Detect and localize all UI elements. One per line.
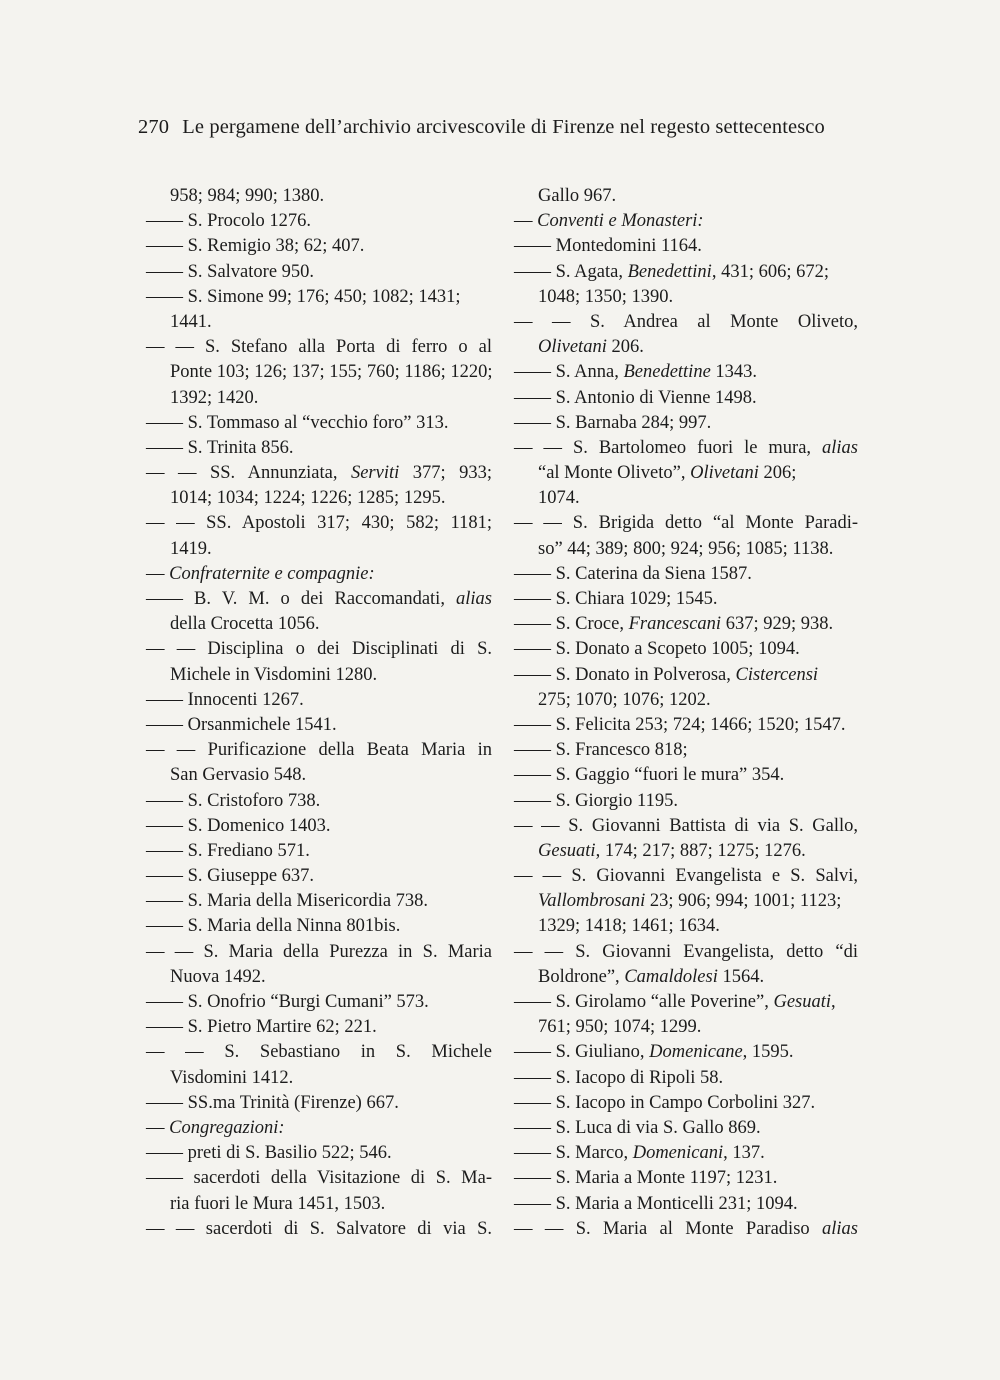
index-entry-line bbox=[514, 1217, 858, 1242]
index-entry-italic-text: Gesuati bbox=[773, 992, 832, 1012]
index-entry-line bbox=[146, 738, 492, 763]
index-entry-line bbox=[514, 990, 858, 1015]
index-entry-line bbox=[514, 663, 858, 688]
page-number: 270 bbox=[138, 116, 170, 138]
index-entry-text: 958; 984; 990; 1380. bbox=[170, 186, 325, 206]
index-entry-line bbox=[514, 839, 858, 864]
index-entry-line bbox=[514, 209, 858, 234]
index-entry-line bbox=[146, 184, 492, 209]
index-entry-text: — — sacerdoti di S. Salvatore di via S. bbox=[146, 1218, 492, 1239]
index-entry-text: Ponte 103; 126; 137; 155; 760; 1186; 1220; bbox=[170, 362, 493, 383]
index-entry-text: — — Disciplina o dei Disciplinati di S. bbox=[146, 639, 492, 660]
index-entry-line bbox=[514, 612, 858, 637]
index-entry-text: — bbox=[146, 1117, 170, 1138]
index-entry-text: , 1595. bbox=[742, 1042, 794, 1063]
index-entry-text: — — SS. Apostoli 317; 430; 582; 1181; bbox=[146, 513, 492, 534]
index-entry-text: 23; 906; 994; 1001; 1123; bbox=[645, 891, 842, 912]
index-entry-text: —— S. Croce, bbox=[514, 614, 629, 635]
index-entry-text: —— S. Iacopo di Ripoli 58. bbox=[514, 1067, 724, 1088]
index-entry-text: 1441. bbox=[170, 311, 212, 332]
index-entry-text: —— S. Gaggio “fuori le mura” 354. bbox=[514, 765, 785, 786]
index-entry-line bbox=[146, 1217, 492, 1242]
index-entry-line bbox=[514, 285, 858, 310]
index-entry-line bbox=[514, 1040, 858, 1065]
running-title: Le pergamene dell’archivio arcivescovile di Firenze nel regesto settecentesco bbox=[182, 116, 825, 138]
index-entry-text: — — S. Giovanni Battista di via S. Gallo, bbox=[514, 815, 858, 836]
index-entry-line bbox=[146, 1040, 492, 1065]
index-column-right bbox=[514, 184, 858, 1242]
index-entry-line bbox=[146, 310, 492, 335]
index-entry-text: San Gervasio 548. bbox=[170, 765, 307, 786]
index-entry-text: —— S. Pietro Martire 62; 221. bbox=[146, 1017, 377, 1038]
index-entry-italic-text: Benedettini bbox=[627, 261, 712, 282]
index-entry-line bbox=[514, 1166, 858, 1191]
index-entry-line bbox=[146, 562, 492, 587]
index-entry-text: —— Orsanmichele 1541. bbox=[146, 714, 337, 735]
index-entry-line bbox=[514, 1192, 858, 1217]
index-entry-text: — — S. Maria al Monte Paradiso bbox=[514, 1218, 823, 1239]
index-entry-line bbox=[514, 486, 858, 511]
index-entry-text: —— S. Barnaba 284; 997. bbox=[514, 412, 712, 433]
index-entry-italic-text: Francescani bbox=[628, 614, 722, 635]
index-entry-text: —— S. Donato in Polverosa, bbox=[514, 664, 736, 685]
index-entry-italic-text: Serviti bbox=[350, 463, 400, 484]
index-entry-text: 1564. bbox=[717, 966, 765, 987]
index-entry-italic-text: alias bbox=[456, 589, 492, 609]
index-entry-line bbox=[146, 436, 492, 461]
index-entry-line bbox=[514, 1015, 858, 1040]
index-entry-text: —— S. Maria della Misericordia 738. bbox=[146, 891, 429, 912]
index-entry-text: 1419. bbox=[170, 538, 212, 559]
index-entry-text: —— Montedomini 1164. bbox=[514, 236, 702, 257]
index-entry-text: Gallo 967. bbox=[538, 186, 617, 206]
index-entry-text: —— S. Frediano 571. bbox=[146, 840, 310, 861]
index-entry-line bbox=[514, 184, 858, 209]
index-entry-line bbox=[514, 1066, 858, 1091]
index-entry-text: —— S. Onofrio “Burgi Cumani” 573. bbox=[146, 992, 429, 1012]
index-entry-text: —— S. Maria della Ninna 801bis. bbox=[146, 916, 401, 937]
index-entry-italic-text: Domenicani bbox=[632, 1143, 724, 1164]
index-entry-text: —— S. Domenico 1403. bbox=[146, 815, 331, 836]
index-entry-text: —— S. Francesco 818; bbox=[514, 740, 688, 761]
index-entry-text: — — S. Stefano alla Porta di ferro o al bbox=[146, 337, 492, 358]
index-entry-line bbox=[146, 940, 492, 965]
index-entry-text: 206; bbox=[758, 463, 797, 484]
index-entry-text: —— Innocenti 1267. bbox=[146, 689, 304, 710]
index-entry-line bbox=[146, 990, 492, 1015]
index-entry-text: —— S. Agata, bbox=[514, 261, 628, 282]
index-entry-text: della Crocetta 1056. bbox=[170, 614, 320, 635]
index-entry-text: —— S. Girolamo “alle Poverine”, bbox=[514, 992, 774, 1012]
index-entry-line bbox=[146, 763, 492, 788]
index-entry-text: —— sacerdoti della Visitazione di S. Ma- bbox=[146, 1168, 492, 1189]
index-entry-text: — — S. Bartolomeo fuori le mura, bbox=[514, 437, 823, 458]
index-entry-text: —— S. Cristoforo 738. bbox=[146, 790, 321, 811]
index-entry-line bbox=[146, 864, 492, 889]
index-entry-text: —— S. Trinita 856. bbox=[146, 437, 294, 458]
index-entry-text: 1074. bbox=[538, 488, 580, 509]
index-entry-text: 637; 929; 938. bbox=[721, 614, 834, 635]
index-entry-text: —— S. Tommaso al “vecchio foro” 313. bbox=[146, 412, 449, 433]
running-header bbox=[138, 116, 825, 139]
index-entry-text: —— S. Giorgio 1195. bbox=[514, 790, 678, 811]
index-entry-text: Michele in Visdomini 1280. bbox=[170, 664, 378, 685]
index-entry-text: “al Monte Oliveto”, bbox=[538, 463, 691, 484]
index-entry-text: 206. bbox=[606, 337, 644, 358]
index-entry-line bbox=[514, 411, 858, 436]
index-entry-line bbox=[146, 587, 492, 612]
index-entry-line bbox=[146, 461, 492, 486]
index-entry-line bbox=[514, 965, 858, 990]
index-entry-italic-text: alias bbox=[822, 1218, 858, 1239]
index-entry-line bbox=[146, 789, 492, 814]
index-entry-line bbox=[514, 461, 858, 486]
index-entry-text: —— B. V. M. o dei Raccomandati, bbox=[146, 589, 457, 609]
index-entry-line bbox=[146, 386, 492, 411]
index-entry-text: — — SS. Annunziata, bbox=[146, 463, 351, 484]
index-entry-text: —— preti di S. Basilio 522; 546. bbox=[146, 1143, 392, 1164]
index-entry-line bbox=[514, 688, 858, 713]
index-entry-line bbox=[146, 1141, 492, 1166]
index-entry-italic-text: Cistercensi bbox=[735, 664, 819, 685]
index-entry-text: ria fuori le Mura 1451, 1503. bbox=[170, 1193, 386, 1214]
index-entry-line bbox=[146, 889, 492, 914]
index-entry-line bbox=[514, 360, 858, 385]
index-entry-line bbox=[514, 713, 858, 738]
index-entry-text: —— S. Maria a Monticelli 231; 1094. bbox=[514, 1193, 798, 1214]
index-entry-text: , bbox=[831, 992, 836, 1012]
index-entry-text: —— S. Giuliano, bbox=[514, 1042, 650, 1063]
index-entry-text: —— S. Anna, bbox=[514, 362, 624, 383]
index-entry-text: —— S. Marco, bbox=[514, 1143, 633, 1164]
index-entry-line bbox=[514, 310, 858, 335]
index-entry-text: —— S. Giuseppe 637. bbox=[146, 866, 315, 887]
index-entry-line bbox=[146, 537, 492, 562]
index-entry-line bbox=[146, 360, 492, 385]
index-entry-line bbox=[514, 940, 858, 965]
index-entry-line bbox=[514, 537, 858, 562]
index-entry-text: 275; 1070; 1076; 1202. bbox=[538, 689, 711, 710]
index-entry-text: —— S. Donato a Scopeto 1005; 1094. bbox=[514, 639, 800, 660]
index-entry-italic-text: Congregazioni: bbox=[169, 1117, 285, 1138]
index-entry-text: —— S. Chiara 1029; 1545. bbox=[514, 589, 718, 609]
index-entry-line bbox=[514, 587, 858, 612]
index-entry-italic-text: alias bbox=[822, 437, 858, 458]
index-entry-text: —— SS.ma Trinità (Firenze) 667. bbox=[146, 1092, 399, 1113]
index-entry-italic-text: Gesuati bbox=[538, 840, 596, 861]
index-entry-line bbox=[514, 511, 858, 536]
index-entry-line bbox=[146, 612, 492, 637]
index-entry-text: —— S. Caterina da Siena 1587. bbox=[514, 563, 752, 584]
index-entry-text: — — S. Giovanni Evangelista, detto “di bbox=[514, 941, 858, 962]
index-entry-line bbox=[514, 1091, 858, 1116]
index-entry-line bbox=[514, 234, 858, 259]
index-entry-text: —— S. Antonio di Vienne 1498. bbox=[514, 387, 757, 408]
index-entry-text: — — Purificazione della Beata Maria in bbox=[146, 740, 492, 761]
index-entry-text: —— S. Maria a Monte 1197; 1231. bbox=[514, 1168, 778, 1189]
index-entry-line bbox=[146, 234, 492, 259]
index-entry-text: —— S. Remigio 38; 62; 407. bbox=[146, 236, 365, 257]
index-entry-line bbox=[514, 864, 858, 889]
index-entry-line bbox=[146, 713, 492, 738]
index-entry-text: Visdomini 1412. bbox=[170, 1067, 294, 1088]
index-entry-text: 761; 950; 1074; 1299. bbox=[538, 1017, 702, 1038]
index-entry-text: — bbox=[514, 211, 538, 232]
index-entry-line bbox=[146, 663, 492, 688]
index-entry-line bbox=[146, 1066, 492, 1091]
index-entry-line bbox=[514, 914, 858, 939]
index-entry-text: —— S. Iacopo in Campo Corbolini 327. bbox=[514, 1092, 816, 1113]
index-entry-text: , 431; 606; 672; bbox=[711, 261, 829, 282]
index-entry-italic-text: Conventi e Monasteri: bbox=[537, 211, 704, 232]
index-entry-line bbox=[514, 1116, 858, 1141]
index-entry-line bbox=[514, 814, 858, 839]
index-entry-text: — bbox=[146, 563, 170, 584]
index-entry-line bbox=[146, 285, 492, 310]
index-entry-line bbox=[146, 637, 492, 662]
index-entry-line bbox=[514, 562, 858, 587]
index-entry-line bbox=[146, 411, 492, 436]
index-entry-italic-text: Domenicane bbox=[649, 1042, 743, 1063]
index-entry-text: —— S. Procolo 1276. bbox=[146, 211, 311, 232]
index-entry-line bbox=[146, 1015, 492, 1040]
index-entry-line bbox=[514, 738, 858, 763]
index-entry-italic-text: Olivetani bbox=[690, 463, 759, 484]
index-entry-text: — — S. Giovanni Evangelista e S. Salvi, bbox=[514, 866, 858, 887]
index-entry-line bbox=[514, 789, 858, 814]
index-entry-text: 1343. bbox=[710, 362, 758, 383]
index-entry-line bbox=[146, 965, 492, 990]
index-entry-line bbox=[146, 511, 492, 536]
index-entry-line bbox=[146, 486, 492, 511]
index-entry-text: —— S. Luca di via S. Gallo 869. bbox=[514, 1117, 761, 1138]
index-entry-text: , 137. bbox=[723, 1143, 765, 1164]
index-entry-text: Nuova 1492. bbox=[170, 966, 266, 987]
index-entry-line bbox=[514, 335, 858, 360]
index-entry-line bbox=[146, 260, 492, 285]
index-column-left bbox=[146, 184, 492, 1242]
index-entry-text: Boldrone”, bbox=[538, 966, 625, 987]
index-entry-line bbox=[146, 914, 492, 939]
index-entry-text: — — S. Andrea al Monte Oliveto, bbox=[514, 311, 858, 332]
index-entry-text: 377; 933; bbox=[399, 463, 492, 484]
index-entry-line bbox=[146, 1091, 492, 1116]
index-entry-line bbox=[146, 1116, 492, 1141]
index-entry-line bbox=[514, 386, 858, 411]
index-entry-text: 1392; 1420. bbox=[170, 387, 259, 408]
index-entry-text: , 174; 217; 887; 1275; 1276. bbox=[595, 840, 806, 861]
index-entry-line bbox=[514, 1141, 858, 1166]
index-entry-line bbox=[514, 260, 858, 285]
index-entry-italic-text: Camaldolesi bbox=[624, 966, 718, 987]
index-entry-text: 1048; 1350; 1390. bbox=[538, 286, 674, 307]
index-entry-text: 1014; 1034; 1224; 1226; 1285; 1295. bbox=[170, 488, 446, 509]
index-entry-line bbox=[146, 1192, 492, 1217]
index-entry-text: 1329; 1418; 1461; 1634. bbox=[538, 916, 720, 937]
index-entry-line bbox=[146, 688, 492, 713]
index-entry-line bbox=[514, 763, 858, 788]
index-entry-text: — — S. Sebastiano in S. Michele bbox=[146, 1042, 492, 1063]
index-entry-text: —— S. Salvatore 950. bbox=[146, 261, 315, 282]
index-entry-italic-text: Benedettine bbox=[623, 362, 711, 383]
index-entry-line bbox=[146, 1166, 492, 1191]
index-entry-line bbox=[146, 335, 492, 360]
index-entry-line bbox=[514, 889, 858, 914]
index-entry-line bbox=[514, 637, 858, 662]
index-entry-line bbox=[146, 814, 492, 839]
index-entry-italic-text: Confraternite e compagnie: bbox=[169, 563, 375, 584]
index-entry-italic-text: Vallombrosani bbox=[538, 891, 646, 912]
index-entry-text: so” 44; 389; 800; 924; 956; 1085; 1138. bbox=[538, 538, 834, 559]
index-entry-line bbox=[146, 209, 492, 234]
index-entry-line bbox=[146, 839, 492, 864]
index-entry-text: —— S. Simone 99; 176; 450; 1082; 1431; bbox=[146, 286, 461, 307]
index-entry-text: —— S. Felicita 253; 724; 1466; 1520; 1547. bbox=[514, 714, 846, 735]
index-entry-italic-text: Olivetani bbox=[538, 337, 607, 358]
index-entry-line bbox=[514, 436, 858, 461]
index-entry-text: — — S. Brigida detto “al Monte Paradi- bbox=[514, 513, 858, 534]
index-entry-text: — — S. Maria della Purezza in S. Maria bbox=[146, 941, 492, 962]
